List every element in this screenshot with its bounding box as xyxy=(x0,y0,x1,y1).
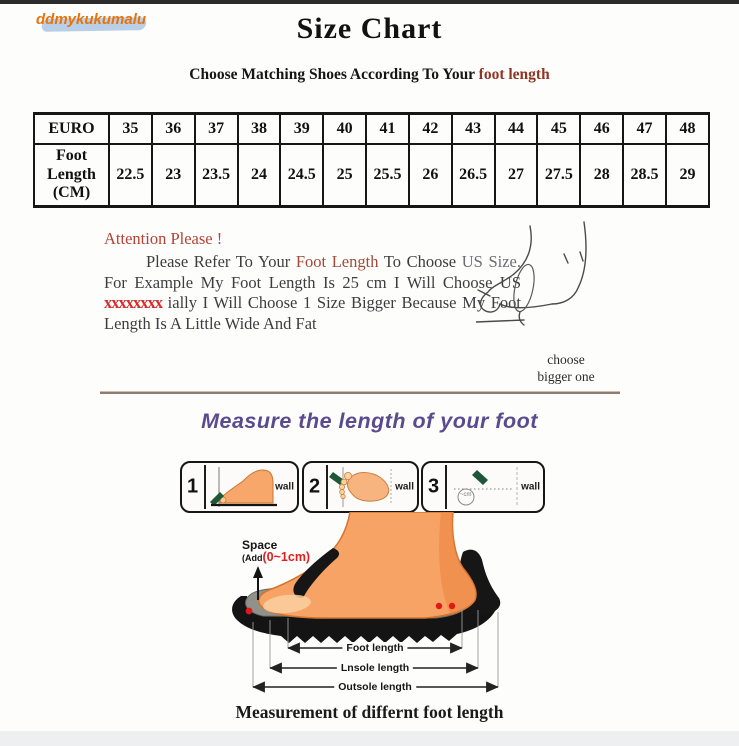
sketch-ankle-tick xyxy=(564,254,568,263)
foot-length-cell: 25 xyxy=(323,144,366,207)
attention-text-segment: ially I Will Choose 1 Size Bigger Because My Foot Length Is A Little Wide And Fat xyxy=(104,293,521,333)
foot-length-cell: 26.5 xyxy=(452,144,495,207)
euro-size-cell: 35 xyxy=(109,114,152,145)
attention-text-segment: For Example My Foot Length Is 25 cm I Will Choose US xyxy=(104,272,521,292)
euro-size-cell: 42 xyxy=(409,114,452,145)
euro-size-cell: 41 xyxy=(366,114,409,145)
insole-length-label: Lnsole length xyxy=(337,662,413,674)
space-range-text: (0~1cm) xyxy=(262,550,311,564)
step-number: 3 xyxy=(428,475,440,498)
measure-dot xyxy=(449,603,455,609)
step3-measure-illustration xyxy=(448,465,526,509)
foot-length-cell: 23.5 xyxy=(195,144,238,207)
section-divider xyxy=(100,391,620,394)
foot-length-cell: 25.5 xyxy=(366,144,409,207)
pencil-icon xyxy=(472,470,488,485)
euro-size-cell: 48 xyxy=(666,114,709,145)
outsole-length-label: Outsole length xyxy=(334,681,416,693)
size-table xyxy=(33,112,710,208)
foot-length-cell: 24.5 xyxy=(280,144,323,207)
euro-size-cell: 46 xyxy=(580,114,623,145)
step2-footprint-illustration xyxy=(329,465,399,509)
wall-label: wall xyxy=(521,481,540,493)
sketch-ankle-tick xyxy=(580,252,583,261)
foot-length-cell: 28.5 xyxy=(623,144,666,207)
attention-paragraph xyxy=(104,252,521,334)
step-number: 1 xyxy=(187,475,199,498)
foot-length-cell: 29 xyxy=(666,144,709,207)
attention-text-segment: Foot Length xyxy=(295,252,379,271)
euro-size-cell: 47 xyxy=(623,114,666,145)
step-box-1 xyxy=(180,461,299,513)
measure-dot xyxy=(436,603,442,609)
foot-length-cell: 22.5 xyxy=(109,144,152,207)
subtitle-highlight: foot length xyxy=(478,66,550,83)
step-separator xyxy=(204,465,206,509)
space-add-text: (Add xyxy=(242,553,263,563)
watermark-text: ddmykukumalu xyxy=(36,11,147,28)
toe xyxy=(339,484,344,489)
euro-size-cell: 45 xyxy=(537,114,580,145)
sketch-measuring-band xyxy=(510,263,538,314)
choose-bigger-note: choose bigger one xyxy=(537,352,595,384)
bottom-border-strip xyxy=(0,731,739,746)
foot-side-shape xyxy=(220,470,273,503)
wall-label: wall xyxy=(275,481,294,493)
bottom-caption: Measurement of differnt foot length xyxy=(235,702,504,722)
step-box-3 xyxy=(421,461,545,513)
euro-size-cell: 36 xyxy=(152,114,195,145)
euro-size-cell: 44 xyxy=(495,114,538,145)
sketch-pointer-line xyxy=(476,320,524,322)
space-annotation xyxy=(242,539,312,564)
measure-dot xyxy=(246,608,253,615)
step-number: 2 xyxy=(309,475,321,498)
toe xyxy=(340,490,345,495)
wall-label: wall xyxy=(395,481,414,493)
foot-length-cell: 27.5 xyxy=(537,144,580,207)
attention-text-segment: To Choose xyxy=(378,252,462,271)
euro-size-cell: 38 xyxy=(238,114,281,145)
top-border-strip xyxy=(0,0,739,4)
foot-length-cell: 24 xyxy=(238,144,281,207)
euro-size-cell: 40 xyxy=(323,114,366,145)
toe xyxy=(341,494,345,498)
circle-measure-label: ~cm xyxy=(460,492,472,498)
toe xyxy=(344,472,351,479)
euro-size-cell: 39 xyxy=(280,114,323,145)
step1-foot-side-illustration xyxy=(207,465,279,509)
subtitle xyxy=(0,66,739,84)
sketch-front-leg xyxy=(514,226,531,274)
size-table-header-row xyxy=(34,114,709,145)
attention-block xyxy=(104,229,521,334)
foot-sketch-illustration xyxy=(476,220,636,348)
size-table-foot-length-row xyxy=(34,144,709,207)
step-separator xyxy=(445,465,447,509)
euro-size-cell: 37 xyxy=(195,114,238,145)
sketch-back-leg xyxy=(552,222,586,304)
page-title: Size Chart xyxy=(296,12,443,45)
foot-length-cell: 26 xyxy=(409,144,452,207)
foot-length-label-cell: Foot Length (CM) xyxy=(34,144,109,207)
step-box-2 xyxy=(302,461,419,513)
attention-heading: Attention Please ! xyxy=(104,229,223,248)
foot-length-cell: 23 xyxy=(152,144,195,207)
attention-text-segment: Please Refer To Your xyxy=(146,252,296,271)
subtitle-prefix: Choose Matching Shoes According To Your xyxy=(189,66,479,83)
size-table-corner-cell: EURO xyxy=(34,114,109,145)
footprint-shape xyxy=(347,473,388,502)
foot-length-label: Foot length xyxy=(342,642,407,654)
foot-length-cell: 27 xyxy=(495,144,538,207)
space-label-text: Space xyxy=(242,538,278,552)
foot-length-cell: 28 xyxy=(580,144,623,207)
attention-censored-text: xxxxxxxx xyxy=(104,293,162,312)
attention-text-segment: US Size. xyxy=(461,252,522,271)
euro-size-cell: 43 xyxy=(452,114,495,145)
measure-heading: Measure the length of your foot xyxy=(201,409,538,433)
step-separator xyxy=(326,465,328,509)
